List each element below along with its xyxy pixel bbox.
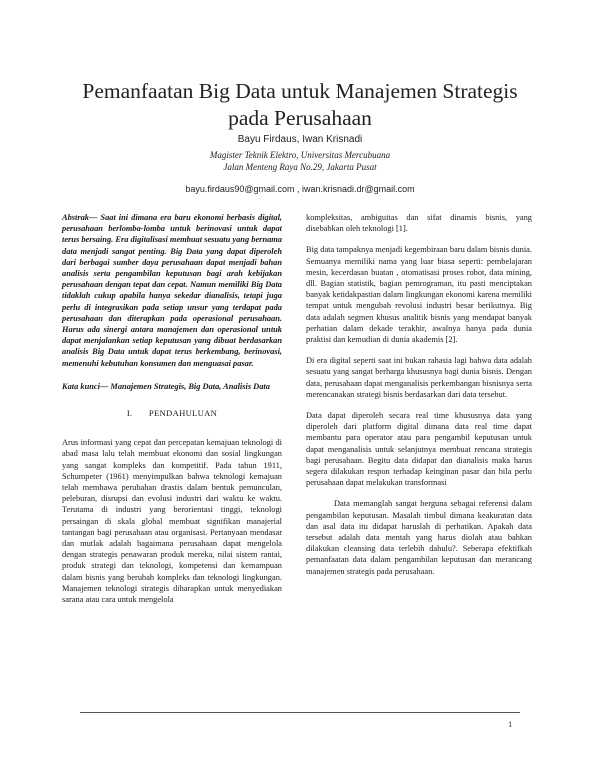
section-heading [62,408,282,419]
author-emails: bayu.firdaus90@gmail.com , iwan.krisnadi.dr@gmail.com [185,184,415,194]
keywords: Kata kunci— Manajemen Strategis, Big Data, Analisis Data [62,381,270,391]
affiliation-line-1: Magister Teknik Elektro, Universitas Mercubuana [209,150,391,160]
paper-title [60,78,540,132]
intro-paragraph-2: kompleksitas, ambiguitas dan sifat dinamis bisnis, yang disebabkan oleh teknologi [1]. [306,213,532,234]
footer-divider [80,712,520,713]
page-number: 1 [508,719,513,729]
section-title: PENDAHULUAN [148,408,218,419]
affiliation-line-2: Jalan Menteng Raya No.29, Jakarta Pusat [223,161,377,172]
intro-paragraph-4: Di era digital seperti saat ini bukan rahasia lagi bahwa data adalah sesuatu yang sangat berharga khususnya bagi dunia bisnis. Dengan data, perusahaan dapat menganalisis perkembangan bisnisnya serta merencanakan strategi bisnis berdasarkan dari data tersebut. [306,356,532,399]
intro-paragraph-3: Big data tampaknya menjadi kegembiraan baru dalam bisnis dunia. Semuanya memiliki nama yang luar biasa seperti: pembelajaran mesin, kecerdasan buatan , otomatisasi proses robot, data mining, dll. Bagian statistik, bagian pemrograman, itu pasti menciptakan banyak ketidakpastian dalam lingkungan ekonomi karena memiliki tempat untuk mengubah revolusi industri besar berikutnya. Big data adalah segmen khusus analitik bisnis yang mendapat banyak perhatian dalam dekade terakhir, awalnya hanya pada dunia praktisi dan kemudian di dunia akademis [2]. [306,245,532,345]
author-affiliation [60,150,540,173]
section-number: I. [126,408,133,419]
author-names: Bayu Firdaus, Iwan Krisnadi [237,134,363,145]
title-line-1: Pemanfaatan Big Data untuk Manajemen Strategis [82,79,518,103]
intro-paragraph-1: Arus informasi yang cepat dan percepatan kemajuan teknologi di abad masa lalu telah membuat ekonomi dan sosial lingkungan yang sangat kompleks dan kompetitif. Pada tahun 1911, Schumpeter (1961) menyimpulkan bahwa teknologi kemajuan telah membawa perubahan drastis dalam bentuk pemunculan, peleburan, disrupsi dan evolusi industri dari waktu ke waktu. Terutama di industri yang berorientasi tinggi, teknologi persaingan di skala global membuat signifikan manajerial tantangan bagi perusahaan atau organisasi. Pertanyaan mendasar dan mutlak adalah bagaimana perusahaan dapat mengelola dengan strategis penawaran produk mereka, nilai sistem rantai, produk strategi dan teknologi, kompetensi dan kemampuan dalam bisnis yang berubah kompleks dan teknologi lingkungan. Manajemen teknologi strategis diharapkan untuk menyediakan sarana atau cara untuk mengelola [62,438,282,605]
left-column [62,212,282,615]
intro-paragraph-6: Data memanglah sangat berguna sebagai referensi dalam pengambilan keputusan. Masalah timbul dimana keakuratan data dan asal data itu didapat haruslah di perhatikan. Apakah data tersebut adalah data mentah yang harus diolah atau bahkan dilakukan cleansing data terlebih dahulu?. Seberapa efektifkah pemanfaatan data dalam pengambilan keputusan dan merancang manajemen strategis pada perusahaan. [306,499,532,576]
abstract: Abstrak— Saat ini dimana era baru ekonomi berbasis digital, perusahaan berlomba-lomba untuk berinovasi untuk dapat terus bersaing. Era digitalisasi membuat sesuatu yang bernama data menjadi sangat penting. Big Data yang dapat diperoleh dari berbagai sumber daya perusahaan dapat menjadi bahan analisis serta pengambilan keputusan bagi arah kebijakan perusahaan dengan tepat dan cepat. Namun memiliki Big Data tidaklah cukup apabila hanya sekedar dianalisis, tetapi juga perlu di integrasikan pada setiap unsur yang terdapat pada perusahaan dan diterapkan pada operasional perusahaan. Harus ada sinergi antara manajemen dan operasional untuk dapat menjalankan setiap keputusan yang dibuat berdasarkan analisis Big Data untuk dapat terus berkembang, berinovasi, memenuhi kebutuhan konsumen dan menguasai pasar. [62,213,282,368]
intro-paragraph-5: Data dapat diperoleh secara real time khususnya data yang diperoleh dari platform digital dimana data real time dapat membantu para operator atau para pengambil keputusan untuk dapat menganalisis untuk selanjutnya membuat rencana strategis bagi perusahaan. Begitu data didapat dan dianalisis maka harus segera dilakukan respon terhadap keinginan pasar dan bila perlu perusahaan dapat melakukan transformasi [306,411,532,488]
title-line-2: pada Perusahaan [228,106,372,130]
right-column [306,212,532,587]
